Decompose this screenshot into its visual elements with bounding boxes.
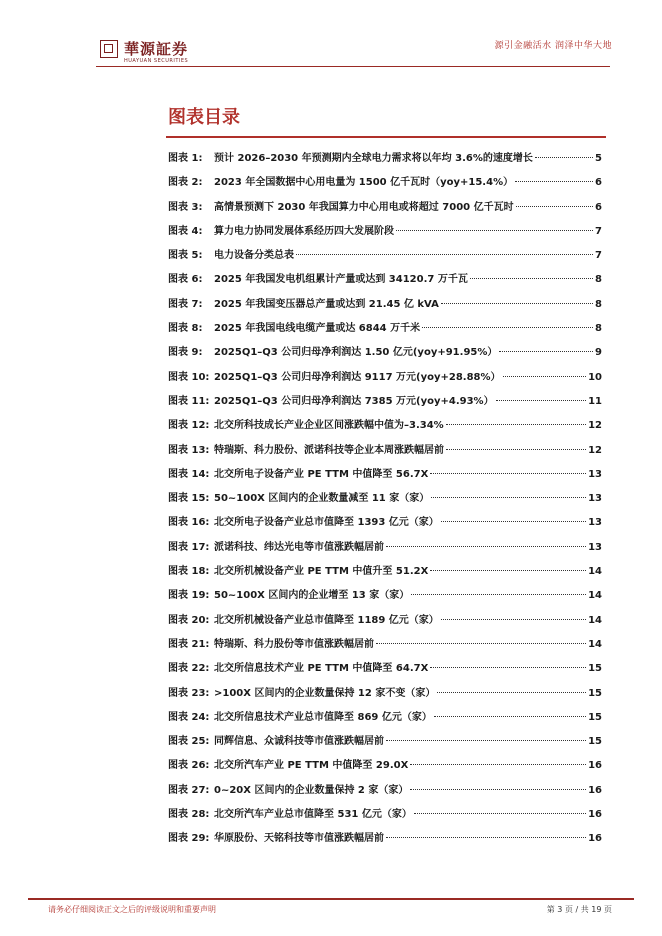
- toc-entry-label: 图表 21:: [168, 638, 210, 650]
- toc-entry-title: 2025 年我国发电机组累计产量或达到 34120.7 万千瓦: [214, 274, 468, 286]
- toc-entry-title: 0~20X 区间内的企业数量保持 2 家（家）: [214, 784, 409, 796]
- toc-entry-page: 11: [588, 395, 602, 407]
- toc-entry-title: 50~100X 区间内的企业数量减至 11 家（家）: [214, 493, 430, 505]
- toc-entry[interactable]: [168, 395, 602, 419]
- toc-entry-page: 13: [588, 541, 602, 553]
- toc-entry-page: 9: [595, 347, 602, 359]
- toc-entry-label: 图表 14:: [168, 468, 210, 480]
- toc-entry-page: 12: [588, 444, 602, 456]
- toc-leader-dots: [430, 570, 586, 571]
- toc-entry-label: 图表 4:: [168, 225, 203, 237]
- toc-entry[interactable]: [168, 322, 602, 346]
- toc-leader-dots: [441, 303, 593, 304]
- toc-entry[interactable]: [168, 784, 602, 808]
- toc-entry-title: 2025 年我国变压器总产量或达到 21.45 亿 kVA: [214, 298, 439, 310]
- toc-entry[interactable]: [168, 152, 602, 176]
- toc-entry[interactable]: [168, 808, 602, 832]
- toc-entry-label: 图表 2:: [168, 177, 203, 189]
- toc-entry-title: 2023 年全国数据中心用电量为 1500 亿千瓦时（yoy+15.4%）: [214, 177, 514, 189]
- logo-text: 華源証券: [124, 40, 189, 58]
- toc-entry-label: 图表 7:: [168, 298, 203, 310]
- toc-entry-page: 14: [588, 614, 602, 626]
- toc-entry-label: 图表 27:: [168, 784, 210, 796]
- toc-entry-title: 北交所科技成长产业企业区间涨跌幅中值为–3.34%: [214, 420, 444, 432]
- toc-entry-label: 图表 11:: [168, 395, 210, 407]
- toc-entry-page: 6: [595, 177, 602, 189]
- toc-leader-dots: [516, 206, 593, 207]
- toc-entry-page: 14: [588, 638, 602, 650]
- toc-entry-title: 华原股份、天铭科技等市值涨跌幅居前: [214, 833, 384, 845]
- toc-leader-dots: [446, 449, 586, 450]
- toc-entry-title: 高情景预测下 2030 年我国算力中心用电或将超过 7000 亿千瓦时: [214, 201, 514, 213]
- toc-entry-title: 北交所机械设备产业 PE TTM 中值升至 51.2X: [214, 566, 429, 578]
- toc-entry-page: 13: [588, 517, 602, 529]
- toc-entry-label: 图表 5:: [168, 250, 203, 262]
- toc-entry-label: 图表 25:: [168, 736, 210, 748]
- toc-entry[interactable]: [168, 759, 602, 783]
- toc-entry-label: 图表 12:: [168, 420, 210, 432]
- toc-entry[interactable]: [168, 565, 602, 589]
- toc-entry-label: 图表 15:: [168, 493, 210, 505]
- toc-entry-page: 16: [588, 809, 602, 821]
- toc-leader-dots: [396, 230, 593, 231]
- toc-entry[interactable]: [168, 249, 602, 273]
- toc-leader-dots: [515, 181, 593, 182]
- toc-entry-label: 图表 19:: [168, 590, 210, 602]
- toc-entry-title: 北交所电子设备产业 PE TTM 中值降至 56.7X: [214, 468, 429, 480]
- toc-entry[interactable]: [168, 298, 602, 322]
- toc-leader-dots: [437, 692, 586, 693]
- footer-divider: [28, 898, 634, 900]
- toc-entry[interactable]: [168, 419, 602, 443]
- toc-entry-title: 2025 年我国电线电缆产量或达 6844 万千米: [214, 323, 421, 335]
- toc-entry[interactable]: [168, 711, 602, 735]
- toc-entry[interactable]: [168, 444, 602, 468]
- toc-entry-page: 6: [595, 201, 602, 213]
- toc-entry-title: 北交所电子设备产业总市值降至 1393 亿元（家）: [214, 517, 439, 529]
- toc-entry-title: 派诺科技、纬达光电等市值涨跌幅居前: [214, 541, 384, 553]
- logo-seal-icon: [100, 40, 118, 58]
- toc-entry-page: 16: [588, 760, 602, 772]
- toc-entry-label: 图表 17:: [168, 541, 210, 553]
- title-divider: [166, 136, 606, 138]
- toc-leader-dots: [535, 157, 593, 158]
- toc-entry-page: 15: [588, 663, 602, 675]
- toc-entry-page: 14: [588, 566, 602, 578]
- toc-entry-page: 15: [588, 736, 602, 748]
- toc-entry-title: 电力设备分类总表: [214, 250, 294, 262]
- toc-entry-page: 15: [588, 711, 602, 723]
- toc-leader-dots: [503, 376, 587, 377]
- toc-entry-page: 16: [588, 784, 602, 796]
- toc-entry[interactable]: [168, 541, 602, 565]
- toc-entry-title: 特瑞斯、科力股份、派诺科技等企业本周涨跌幅居前: [214, 444, 444, 456]
- toc-entry[interactable]: [168, 176, 602, 200]
- logo-english-text: HUAYUAN SECURITIES: [124, 58, 189, 64]
- toc-entry[interactable]: [168, 492, 602, 516]
- toc-leader-dots: [430, 473, 586, 474]
- toc-entry-label: 图表 1:: [168, 153, 203, 164]
- toc-entry-title: 预计 2026–2030 年预测期内全球电力需求将以年均 3.6%的速度增长: [214, 153, 533, 164]
- toc-entry-label: 图表 20:: [168, 614, 210, 626]
- toc-leader-dots: [496, 400, 587, 401]
- toc-leader-dots: [470, 278, 593, 279]
- toc-entry-page: 8: [595, 298, 602, 310]
- header-slogan: 源引金融活水 润泽中华大地: [494, 41, 612, 51]
- toc-entry-page: 10: [588, 371, 602, 383]
- toc-entry[interactable]: [168, 614, 602, 638]
- toc-leader-dots: [430, 667, 586, 668]
- toc-entry[interactable]: [168, 638, 602, 662]
- toc-entry-label: 图表 28:: [168, 809, 210, 821]
- toc-entry-page: 12: [588, 420, 602, 432]
- toc-leader-dots: [410, 764, 586, 765]
- toc-entry[interactable]: [168, 735, 602, 759]
- toc-entry-label: 图表 23:: [168, 687, 210, 699]
- toc-entry-title: 北交所信息技术产业 PE TTM 中值降至 64.7X: [214, 663, 429, 675]
- page-header: [0, 0, 662, 70]
- toc-entry[interactable]: [168, 589, 602, 613]
- toc-leader-dots: [386, 740, 586, 741]
- toc-entry-title: 50~100X 区间内的企业增至 13 家（家）: [214, 590, 410, 602]
- toc-entry-page: 13: [588, 493, 602, 505]
- toc-entry-title: 算力电力协同发展体系经历四大发展阶段: [214, 225, 394, 237]
- toc-entry-page: 7: [595, 225, 602, 237]
- footer-disclaimer: 请务必仔细阅读正文之后的评级说明和重要声明: [48, 905, 216, 914]
- toc-entry-title: 特瑞斯、科力股份等市值涨跌幅居前: [214, 638, 374, 650]
- toc-entry[interactable]: [168, 346, 602, 370]
- toc-entry-title: 2025Q1–Q3 公司归母净利润达 7385 万元(yoy+4.93%）: [214, 395, 494, 407]
- toc-entry[interactable]: [168, 225, 602, 249]
- toc-entry-page: 7: [595, 250, 602, 262]
- toc-leader-dots: [376, 643, 586, 644]
- toc-leader-dots: [434, 716, 586, 717]
- toc-entry-label: 图表 16:: [168, 517, 210, 529]
- toc-leader-dots: [431, 497, 586, 498]
- toc-entry-page: 5: [595, 153, 602, 164]
- toc-entry-page: 8: [595, 274, 602, 286]
- toc-entry[interactable]: [168, 273, 602, 297]
- page-number: 第 3 页 / 共 19 页: [546, 905, 612, 914]
- toc-leader-dots: [446, 424, 586, 425]
- toc-entry[interactable]: [168, 516, 602, 540]
- toc-leader-dots: [386, 837, 586, 838]
- toc-entry-label: 图表 29:: [168, 833, 210, 845]
- toc-entry-title: 北交所机械设备产业总市值降至 1189 亿元（家）: [214, 614, 439, 626]
- toc-leader-dots: [499, 351, 593, 352]
- toc-entry-page: 15: [588, 687, 602, 699]
- toc-entry-title: 2025Q1–Q3 公司归母净利润达 1.50 亿元(yoy+91.95%）: [214, 347, 498, 359]
- toc-entry-title: 北交所汽车产业 PE TTM 中值降至 29.0X: [214, 760, 409, 772]
- toc-entry-label: 图表 26:: [168, 760, 210, 772]
- toc-entry[interactable]: [168, 201, 602, 225]
- toc-entry-page: 16: [588, 833, 602, 845]
- toc-entry-title: >100X 区间内的企业数量保持 12 家不变（家）: [214, 687, 436, 699]
- toc-entry-title: 北交所汽车产业总市值降至 531 亿元（家）: [214, 809, 412, 821]
- toc-leader-dots: [296, 254, 593, 255]
- toc-entry-page: 14: [588, 590, 602, 602]
- toc-entry-label: 图表 22:: [168, 663, 210, 675]
- header-divider: [96, 66, 610, 67]
- toc-entry[interactable]: [168, 371, 602, 395]
- toc-leader-dots: [410, 789, 586, 790]
- toc-entry[interactable]: [168, 687, 602, 711]
- toc-entry-title: 2025Q1–Q3 公司归母净利润达 9117 万元(yoy+28.88%）: [214, 371, 501, 383]
- toc-leader-dots: [422, 327, 593, 328]
- toc-leader-dots: [386, 546, 586, 547]
- toc-entry[interactable]: [168, 832, 602, 856]
- toc-entry-title: 同辉信息、众诚科技等市值涨跌幅居前: [214, 736, 384, 748]
- figure-list: [168, 152, 602, 857]
- toc-leader-dots: [441, 619, 586, 620]
- toc-entry-label: 图表 6:: [168, 274, 203, 286]
- toc-leader-dots: [414, 813, 586, 814]
- toc-entry-label: 图表 24:: [168, 711, 210, 723]
- toc-entry-label: 图表 3:: [168, 201, 203, 213]
- toc-entry-title: 北交所信息技术产业总市值降至 869 亿元（家）: [214, 711, 432, 723]
- toc-entry-label: 图表 18:: [168, 566, 210, 578]
- toc-leader-dots: [411, 594, 586, 595]
- toc-entry-label: 图表 10:: [168, 371, 210, 383]
- toc-entry[interactable]: [168, 662, 602, 686]
- page-title: 图表目录: [168, 107, 240, 128]
- toc-leader-dots: [441, 521, 586, 522]
- toc-entry[interactable]: [168, 468, 602, 492]
- toc-entry-label: 图表 9:: [168, 347, 203, 359]
- toc-entry-page: 8: [595, 323, 602, 335]
- toc-entry-label: 图表 13:: [168, 444, 210, 456]
- toc-entry-page: 13: [588, 468, 602, 480]
- toc-entry-label: 图表 8:: [168, 323, 203, 335]
